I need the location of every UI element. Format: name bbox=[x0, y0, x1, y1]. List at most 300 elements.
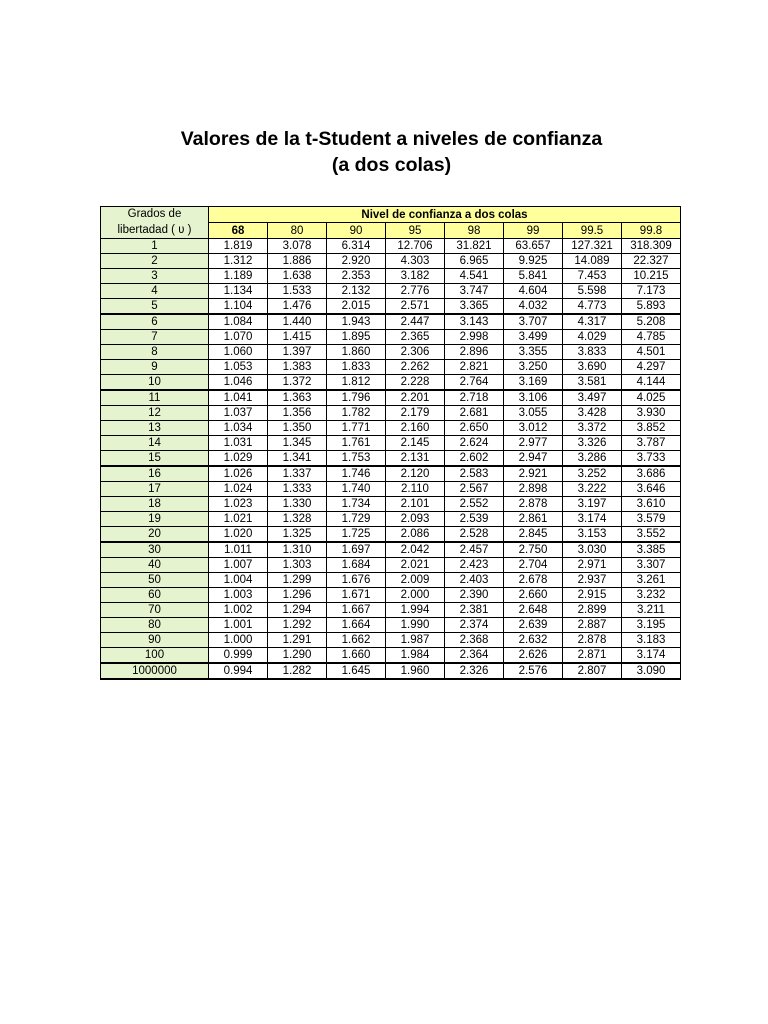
t-value-cell: 1.104 bbox=[209, 299, 268, 315]
t-value-cell: 4.773 bbox=[563, 299, 622, 315]
t-value-cell: 3.581 bbox=[563, 375, 622, 391]
t-value-cell: 1.341 bbox=[268, 451, 327, 467]
t-value-cell: 1.031 bbox=[209, 436, 268, 451]
degrees-of-freedom-cell: 13 bbox=[101, 421, 209, 436]
t-value-cell: 3.428 bbox=[563, 406, 622, 421]
t-value-cell: 2.845 bbox=[504, 527, 563, 543]
t-value-cell: 4.541 bbox=[445, 269, 504, 284]
t-value-cell: 3.690 bbox=[563, 360, 622, 375]
t-value-cell: 1.796 bbox=[327, 390, 386, 406]
t-value-cell: 2.764 bbox=[445, 375, 504, 391]
table-row bbox=[101, 406, 681, 421]
t-value-cell: 2.567 bbox=[445, 482, 504, 497]
table-row bbox=[101, 421, 681, 436]
degrees-of-freedom-cell: 20 bbox=[101, 527, 209, 543]
t-value-cell: 1.021 bbox=[209, 512, 268, 527]
degrees-of-freedom-cell: 80 bbox=[101, 618, 209, 633]
t-value-cell: 2.887 bbox=[563, 618, 622, 633]
t-value-cell: 3.579 bbox=[622, 512, 681, 527]
t-value-cell: 2.353 bbox=[327, 269, 386, 284]
t-value-cell: 5.598 bbox=[563, 284, 622, 299]
t-value-cell: 2.009 bbox=[386, 573, 445, 588]
table-row bbox=[101, 451, 681, 467]
t-value-cell: 2.704 bbox=[504, 558, 563, 573]
header-row-1 bbox=[101, 207, 681, 223]
t-value-cell: 2.899 bbox=[563, 603, 622, 618]
t-value-cell: 2.660 bbox=[504, 588, 563, 603]
degrees-of-freedom-cell: 12 bbox=[101, 406, 209, 421]
t-value-cell: 1.060 bbox=[209, 345, 268, 360]
table-body bbox=[101, 207, 681, 680]
t-value-cell: 4.297 bbox=[622, 360, 681, 375]
t-value-cell: 2.915 bbox=[563, 588, 622, 603]
t-value-cell: 2.374 bbox=[445, 618, 504, 633]
t-value-cell: 1.812 bbox=[327, 375, 386, 391]
confidence-level-header: 98 bbox=[445, 223, 504, 239]
t-value-cell: 1.664 bbox=[327, 618, 386, 633]
table-row bbox=[101, 390, 681, 406]
degrees-of-freedom-cell: 18 bbox=[101, 497, 209, 512]
t-value-cell: 1.943 bbox=[327, 314, 386, 330]
page-title bbox=[0, 126, 768, 178]
t-value-cell: 4.317 bbox=[563, 314, 622, 330]
confidence-level-header: 90 bbox=[327, 223, 386, 239]
t-value-cell: 1.020 bbox=[209, 527, 268, 543]
degrees-of-freedom-cell: 15 bbox=[101, 451, 209, 467]
confidence-level-header: 80 bbox=[268, 223, 327, 239]
t-value-cell: 1.895 bbox=[327, 330, 386, 345]
title-line-2: (a dos colas) bbox=[331, 154, 452, 176]
t-value-cell: 2.624 bbox=[445, 436, 504, 451]
confidence-level-header: 68 bbox=[209, 223, 268, 239]
t-value-cell: 2.160 bbox=[386, 421, 445, 436]
degrees-of-freedom-cell: 1 bbox=[101, 239, 209, 254]
degrees-of-freedom-cell: 16 bbox=[101, 466, 209, 482]
table-row bbox=[101, 573, 681, 588]
t-value-cell: 2.947 bbox=[504, 451, 563, 467]
t-value-cell: 2.648 bbox=[504, 603, 563, 618]
t-value-cell: 2.639 bbox=[504, 618, 563, 633]
t-value-cell: 6.965 bbox=[445, 254, 504, 269]
t-value-cell: 3.646 bbox=[622, 482, 681, 497]
t-value-cell: 3.250 bbox=[504, 360, 563, 375]
t-value-cell: 2.632 bbox=[504, 633, 563, 648]
t-value-cell: 2.998 bbox=[445, 330, 504, 345]
t-value-cell: 3.232 bbox=[622, 588, 681, 603]
t-value-cell: 2.776 bbox=[386, 284, 445, 299]
table-row bbox=[101, 314, 681, 330]
t-value-cell: 1.987 bbox=[386, 633, 445, 648]
degrees-of-freedom-cell: 60 bbox=[101, 588, 209, 603]
t-value-cell: 3.326 bbox=[563, 436, 622, 451]
t-value-cell: 2.042 bbox=[386, 542, 445, 558]
t-value-cell: 1.084 bbox=[209, 314, 268, 330]
degrees-of-freedom-cell: 19 bbox=[101, 512, 209, 527]
t-value-cell: 2.937 bbox=[563, 573, 622, 588]
t-value-cell: 3.497 bbox=[563, 390, 622, 406]
t-value-cell: 2.678 bbox=[504, 573, 563, 588]
t-value-cell: 1.001 bbox=[209, 618, 268, 633]
t-value-cell: 1.003 bbox=[209, 588, 268, 603]
t-value-cell: 2.971 bbox=[563, 558, 622, 573]
degrees-of-freedom-cell: 70 bbox=[101, 603, 209, 618]
table-row bbox=[101, 482, 681, 497]
t-value-cell: 1.134 bbox=[209, 284, 268, 299]
t-value-cell: 1.356 bbox=[268, 406, 327, 421]
t-value-cell: 1.994 bbox=[386, 603, 445, 618]
t-value-cell: 1.070 bbox=[209, 330, 268, 345]
t-value-cell: 1.294 bbox=[268, 603, 327, 618]
table-row bbox=[101, 360, 681, 375]
t-value-cell: 2.110 bbox=[386, 482, 445, 497]
t-value-cell: 7.173 bbox=[622, 284, 681, 299]
t-value-cell: 1.782 bbox=[327, 406, 386, 421]
table-row bbox=[101, 299, 681, 315]
t-value-cell: 3.747 bbox=[445, 284, 504, 299]
table-row bbox=[101, 269, 681, 284]
t-value-cell: 2.896 bbox=[445, 345, 504, 360]
t-value-cell: 7.453 bbox=[563, 269, 622, 284]
degrees-of-freedom-cell: 3 bbox=[101, 269, 209, 284]
table-row bbox=[101, 345, 681, 360]
t-value-cell: 3.833 bbox=[563, 345, 622, 360]
table-row bbox=[101, 375, 681, 391]
t-value-cell: 3.307 bbox=[622, 558, 681, 573]
t-value-cell: 1.002 bbox=[209, 603, 268, 618]
t-value-cell: 2.583 bbox=[445, 466, 504, 482]
degrees-of-freedom-cell: 90 bbox=[101, 633, 209, 648]
t-value-cell: 1.960 bbox=[386, 663, 445, 679]
t-value-cell: 1.282 bbox=[268, 663, 327, 679]
title-line-1: Valores de la t-Student a niveles de confianza bbox=[180, 128, 603, 150]
degrees-of-freedom-cell: 40 bbox=[101, 558, 209, 573]
t-value-cell: 4.785 bbox=[622, 330, 681, 345]
degrees-of-freedom-cell: 1000000 bbox=[101, 663, 209, 679]
t-value-cell: 3.787 bbox=[622, 436, 681, 451]
t-value-cell: 3.055 bbox=[504, 406, 563, 421]
t-value-cell: 63.657 bbox=[504, 239, 563, 254]
t-value-cell: 3.012 bbox=[504, 421, 563, 436]
t-value-cell: 5.208 bbox=[622, 314, 681, 330]
t-value-cell: 12.706 bbox=[386, 239, 445, 254]
t-value-cell: 2.101 bbox=[386, 497, 445, 512]
table-row bbox=[101, 663, 681, 679]
t-value-cell: 1.684 bbox=[327, 558, 386, 573]
t-value-cell: 2.093 bbox=[386, 512, 445, 527]
t-value-cell: 2.571 bbox=[386, 299, 445, 315]
t-value-cell: 1.291 bbox=[268, 633, 327, 648]
t-value-cell: 1.333 bbox=[268, 482, 327, 497]
t-value-cell: 2.650 bbox=[445, 421, 504, 436]
t-value-cell: 1.860 bbox=[327, 345, 386, 360]
t-value-cell: 1.037 bbox=[209, 406, 268, 421]
t-value-cell: 2.539 bbox=[445, 512, 504, 527]
t-value-cell: 1.011 bbox=[209, 542, 268, 558]
t-value-cell: 2.228 bbox=[386, 375, 445, 391]
t-value-cell: 2.920 bbox=[327, 254, 386, 269]
t-value-cell: 127.321 bbox=[563, 239, 622, 254]
t-value-cell: 1.383 bbox=[268, 360, 327, 375]
t-value-cell: 4.501 bbox=[622, 345, 681, 360]
df-header-line-1: Grados de bbox=[127, 208, 182, 220]
t-value-cell: 3.078 bbox=[268, 239, 327, 254]
confidence-level-header: 95 bbox=[386, 223, 445, 239]
t-value-cell: 4.303 bbox=[386, 254, 445, 269]
degrees-of-freedom-cell: 4 bbox=[101, 284, 209, 299]
t-value-cell: 0.994 bbox=[209, 663, 268, 679]
table-row bbox=[101, 330, 681, 345]
t-value-cell: 3.252 bbox=[563, 466, 622, 482]
t-value-cell: 1.660 bbox=[327, 648, 386, 664]
t-value-cell: 3.174 bbox=[563, 512, 622, 527]
confidence-header: Nivel de confianza a dos colas bbox=[209, 207, 681, 223]
table-row bbox=[101, 648, 681, 664]
t-value-cell: 1.990 bbox=[386, 618, 445, 633]
table-row bbox=[101, 542, 681, 558]
degrees-of-freedom-cell: 8 bbox=[101, 345, 209, 360]
df-header bbox=[101, 207, 209, 239]
t-value-cell: 2.447 bbox=[386, 314, 445, 330]
t-value-cell: 4.032 bbox=[504, 299, 563, 315]
t-value-cell: 1.310 bbox=[268, 542, 327, 558]
t-value-cell: 1.299 bbox=[268, 573, 327, 588]
table-row bbox=[101, 633, 681, 648]
t-value-cell: 1.296 bbox=[268, 588, 327, 603]
t-value-cell: 1.440 bbox=[268, 314, 327, 330]
t-value-cell: 3.852 bbox=[622, 421, 681, 436]
t-value-cell: 31.821 bbox=[445, 239, 504, 254]
t-value-cell: 1.725 bbox=[327, 527, 386, 543]
t-value-cell: 0.999 bbox=[209, 648, 268, 664]
t-value-cell: 1.292 bbox=[268, 618, 327, 633]
t-value-cell: 4.144 bbox=[622, 375, 681, 391]
t-value-cell: 2.015 bbox=[327, 299, 386, 315]
t-value-cell: 3.261 bbox=[622, 573, 681, 588]
t-value-cell: 1.372 bbox=[268, 375, 327, 391]
degrees-of-freedom-cell: 100 bbox=[101, 648, 209, 664]
table-row bbox=[101, 527, 681, 543]
t-value-cell: 2.821 bbox=[445, 360, 504, 375]
t-value-cell: 2.921 bbox=[504, 466, 563, 482]
t-value-cell: 1.328 bbox=[268, 512, 327, 527]
t-value-cell: 1.290 bbox=[268, 648, 327, 664]
degrees-of-freedom-cell: 6 bbox=[101, 314, 209, 330]
confidence-level-header: 99 bbox=[504, 223, 563, 239]
t-value-cell: 2.201 bbox=[386, 390, 445, 406]
confidence-level-header: 99.8 bbox=[622, 223, 681, 239]
t-value-cell: 1.734 bbox=[327, 497, 386, 512]
t-value-cell: 2.898 bbox=[504, 482, 563, 497]
t-value-cell: 1.761 bbox=[327, 436, 386, 451]
t-value-cell: 1.004 bbox=[209, 573, 268, 588]
t-value-cell: 1.046 bbox=[209, 375, 268, 391]
t-value-cell: 2.390 bbox=[445, 588, 504, 603]
t-value-cell: 3.222 bbox=[563, 482, 622, 497]
table-row bbox=[101, 558, 681, 573]
t-value-cell: 3.686 bbox=[622, 466, 681, 482]
t-value-cell: 2.179 bbox=[386, 406, 445, 421]
t-value-cell: 1.740 bbox=[327, 482, 386, 497]
t-value-cell: 2.262 bbox=[386, 360, 445, 375]
t-value-cell: 4.025 bbox=[622, 390, 681, 406]
t-value-cell: 5.893 bbox=[622, 299, 681, 315]
t-value-cell: 2.423 bbox=[445, 558, 504, 573]
t-value-cell: 2.365 bbox=[386, 330, 445, 345]
t-value-cell: 3.372 bbox=[563, 421, 622, 436]
df-header-line-2: libertadad ( ʋ ) bbox=[117, 223, 192, 236]
t-value-cell: 2.626 bbox=[504, 648, 563, 664]
t-value-cell: 2.718 bbox=[445, 390, 504, 406]
t-value-cell: 1.363 bbox=[268, 390, 327, 406]
t-value-cell: 2.326 bbox=[445, 663, 504, 679]
t-value-cell: 3.106 bbox=[504, 390, 563, 406]
t-value-cell: 2.086 bbox=[386, 527, 445, 543]
t-value-cell: 1.697 bbox=[327, 542, 386, 558]
t-value-cell: 1.415 bbox=[268, 330, 327, 345]
t-value-cell: 2.145 bbox=[386, 436, 445, 451]
t-value-cell: 2.750 bbox=[504, 542, 563, 558]
t-value-cell: 2.602 bbox=[445, 451, 504, 467]
t-value-cell: 318.309 bbox=[622, 239, 681, 254]
t-value-cell: 4.029 bbox=[563, 330, 622, 345]
t-value-cell: 1.325 bbox=[268, 527, 327, 543]
t-value-cell: 3.930 bbox=[622, 406, 681, 421]
t-value-cell: 3.197 bbox=[563, 497, 622, 512]
t-value-cell: 2.306 bbox=[386, 345, 445, 360]
t-value-cell: 1.041 bbox=[209, 390, 268, 406]
t-value-cell: 1.662 bbox=[327, 633, 386, 648]
t-value-cell: 3.355 bbox=[504, 345, 563, 360]
t-value-cell: 3.174 bbox=[622, 648, 681, 664]
t-value-cell: 3.707 bbox=[504, 314, 563, 330]
t-value-cell: 4.604 bbox=[504, 284, 563, 299]
t-value-cell: 3.365 bbox=[445, 299, 504, 315]
t-value-cell: 3.610 bbox=[622, 497, 681, 512]
table-row bbox=[101, 618, 681, 633]
t-value-cell: 1.330 bbox=[268, 497, 327, 512]
t-value-cell: 3.090 bbox=[622, 663, 681, 679]
t-value-cell: 3.499 bbox=[504, 330, 563, 345]
t-value-cell: 2.878 bbox=[504, 497, 563, 512]
t-value-cell: 2.681 bbox=[445, 406, 504, 421]
t-value-cell: 1.053 bbox=[209, 360, 268, 375]
t-value-cell: 2.528 bbox=[445, 527, 504, 543]
t-value-cell: 3.183 bbox=[622, 633, 681, 648]
t-value-cell: 2.120 bbox=[386, 466, 445, 482]
t-value-cell: 1.676 bbox=[327, 573, 386, 588]
t-value-cell: 1.638 bbox=[268, 269, 327, 284]
t-value-cell: 2.364 bbox=[445, 648, 504, 664]
t-value-cell: 1.397 bbox=[268, 345, 327, 360]
t-student-table bbox=[100, 206, 681, 680]
t-value-cell: 1.984 bbox=[386, 648, 445, 664]
t-value-cell: 6.314 bbox=[327, 239, 386, 254]
t-value-cell: 1.303 bbox=[268, 558, 327, 573]
t-value-cell: 3.153 bbox=[563, 527, 622, 543]
t-value-cell: 2.552 bbox=[445, 497, 504, 512]
t-value-cell: 22.327 bbox=[622, 254, 681, 269]
degrees-of-freedom-cell: 14 bbox=[101, 436, 209, 451]
t-value-cell: 2.132 bbox=[327, 284, 386, 299]
t-value-cell: 1.007 bbox=[209, 558, 268, 573]
degrees-of-freedom-cell: 17 bbox=[101, 482, 209, 497]
t-value-cell: 2.871 bbox=[563, 648, 622, 664]
degrees-of-freedom-cell: 30 bbox=[101, 542, 209, 558]
t-value-cell: 1.667 bbox=[327, 603, 386, 618]
t-value-cell: 2.381 bbox=[445, 603, 504, 618]
t-value-cell: 2.576 bbox=[504, 663, 563, 679]
t-value-cell: 3.195 bbox=[622, 618, 681, 633]
t-value-cell: 14.089 bbox=[563, 254, 622, 269]
t-value-cell: 1.833 bbox=[327, 360, 386, 375]
t-value-cell: 1.771 bbox=[327, 421, 386, 436]
t-value-cell: 1.819 bbox=[209, 239, 268, 254]
t-value-cell: 1.671 bbox=[327, 588, 386, 603]
t-value-cell: 5.841 bbox=[504, 269, 563, 284]
t-value-cell: 1.026 bbox=[209, 466, 268, 482]
table-row bbox=[101, 588, 681, 603]
t-value-cell: 2.457 bbox=[445, 542, 504, 558]
t-value-cell: 2.131 bbox=[386, 451, 445, 467]
t-value-cell: 1.312 bbox=[209, 254, 268, 269]
t-value-cell: 9.925 bbox=[504, 254, 563, 269]
t-value-cell: 1.476 bbox=[268, 299, 327, 315]
t-value-cell: 3.182 bbox=[386, 269, 445, 284]
t-value-cell: 2.878 bbox=[563, 633, 622, 648]
table-row bbox=[101, 254, 681, 269]
t-value-cell: 10.215 bbox=[622, 269, 681, 284]
t-value-cell: 3.030 bbox=[563, 542, 622, 558]
t-value-cell: 1.753 bbox=[327, 451, 386, 467]
degrees-of-freedom-cell: 9 bbox=[101, 360, 209, 375]
confidence-level-header: 99.5 bbox=[563, 223, 622, 239]
t-value-cell: 2.000 bbox=[386, 588, 445, 603]
t-value-cell: 3.143 bbox=[445, 314, 504, 330]
t-value-cell: 1.000 bbox=[209, 633, 268, 648]
t-value-cell: 3.211 bbox=[622, 603, 681, 618]
degrees-of-freedom-cell: 50 bbox=[101, 573, 209, 588]
t-value-cell: 1.029 bbox=[209, 451, 268, 467]
degrees-of-freedom-cell: 11 bbox=[101, 390, 209, 406]
t-value-cell: 3.169 bbox=[504, 375, 563, 391]
degrees-of-freedom-cell: 5 bbox=[101, 299, 209, 315]
degrees-of-freedom-cell: 10 bbox=[101, 375, 209, 391]
t-value-cell: 1.729 bbox=[327, 512, 386, 527]
t-value-cell: 2.403 bbox=[445, 573, 504, 588]
t-value-cell: 1.023 bbox=[209, 497, 268, 512]
t-value-cell: 3.286 bbox=[563, 451, 622, 467]
t-value-cell: 2.807 bbox=[563, 663, 622, 679]
t-value-cell: 1.034 bbox=[209, 421, 268, 436]
degrees-of-freedom-cell: 2 bbox=[101, 254, 209, 269]
t-value-cell: 1.645 bbox=[327, 663, 386, 679]
t-value-cell: 2.861 bbox=[504, 512, 563, 527]
t-value-cell: 1.746 bbox=[327, 466, 386, 482]
t-value-cell: 1.886 bbox=[268, 254, 327, 269]
table-row bbox=[101, 466, 681, 482]
t-value-cell: 3.385 bbox=[622, 542, 681, 558]
t-value-cell: 2.977 bbox=[504, 436, 563, 451]
t-value-cell: 3.733 bbox=[622, 451, 681, 467]
table-row bbox=[101, 603, 681, 618]
t-value-cell: 1.533 bbox=[268, 284, 327, 299]
table-row bbox=[101, 436, 681, 451]
degrees-of-freedom-cell: 7 bbox=[101, 330, 209, 345]
table-row bbox=[101, 239, 681, 254]
table-row bbox=[101, 497, 681, 512]
t-value-cell: 2.021 bbox=[386, 558, 445, 573]
table-row bbox=[101, 284, 681, 299]
